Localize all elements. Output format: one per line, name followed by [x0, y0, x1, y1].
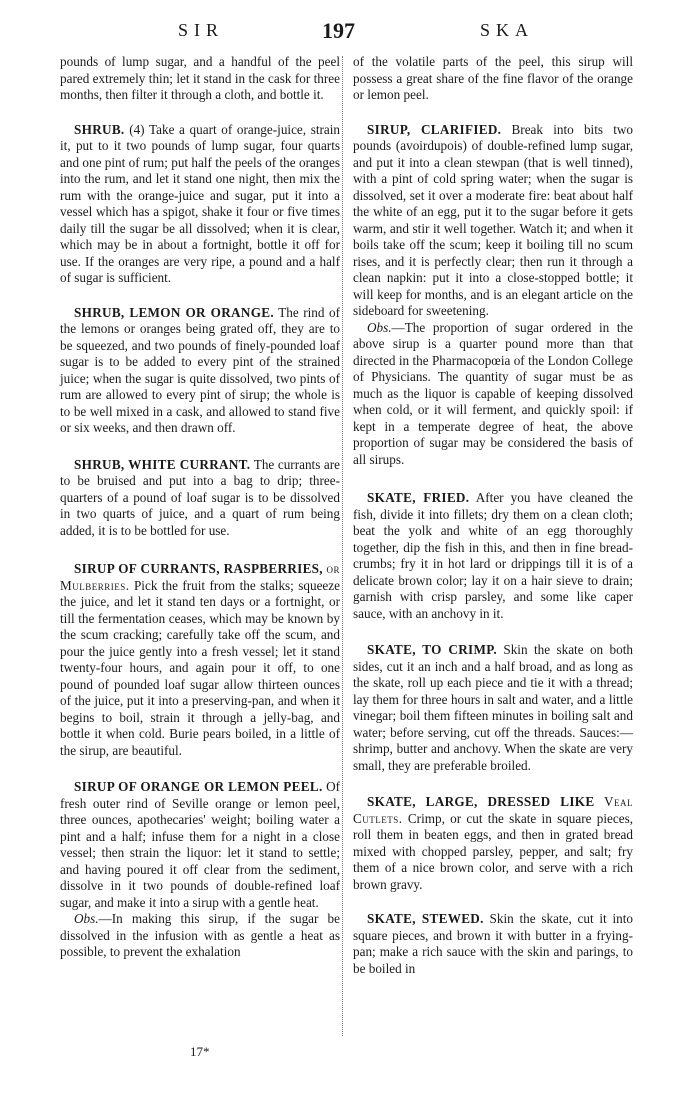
entry-heading: SKATE, FRIED. — [367, 490, 470, 505]
entry-skate-large — [353, 794, 633, 893]
left-column — [60, 54, 340, 961]
column-divider — [342, 56, 343, 1036]
obs-label: Obs. — [367, 319, 392, 335]
continued-paragraph: of the volatile parts of the peel, this sirup will possess a great share of the fine flavor of the orange or lemon peel. — [353, 54, 633, 102]
entry-text: Pick the fruit from the stalks; squeeze the juice, and let it stand ten days or a fortnight, or till the fermentation ceases, which may be known by the scum cracking; carefully take off the scum, and pour the juice gently into a fresh vessel; let it stand twenty-four hours, and again pour it off, to one pound of pounded loaf sugar allow thirteen ounces of the juice, put it into a preserving-pan, and when it begins to boil, strain it through a jelly-bag, and bottle it when cold. Burie pears boiled, in a little of the sirup, are beautiful. — [60, 577, 340, 758]
entry-text: The currants are to be bruised and put into a bag to drip; three-quarters of a pound of loaf sugar is to be dissolved in two quarts of juice, and a quart of rum being added, it is to be bottled for use. — [60, 456, 341, 538]
entry-heading-small-caps: Veal Cutlets. — [353, 794, 633, 826]
entry-text: After you have cleaned the fish, divide it into fillets; dry them on a clean cloth; beat the yolk and white of an egg thoroughly together, dip the fish in this, and then in fine bread-crumbs; fry it in hot lard or drippings till it is of a delicate brown color; lay it on a hair sieve to drain; garnish with crisp parsley, and some like caper sauce, with an anchovy in it. — [353, 490, 633, 621]
entry-heading: SKATE, TO CRIMP. — [367, 642, 497, 657]
entry-sirup-clarified — [353, 122, 633, 320]
entry-text: Take a quart of orange-juice, strain it, put to it two pounds of lump sugar, four quarts and one pint of rum; put half the peels of the oranges into the rum, and let it stand one night, then mix the rum with the orange-juice and sugar, put it into a vessel which has a spigot, shake it four or five times daily till the sugar be all dissolved; when it is clear, which may be in about a fortnight, bottle it off for use. If the oranges are very ripe, a pound and a half of sugar is sufficient. — [60, 121, 341, 285]
entry-text: Skin the skate, cut it into square pieces, and brown it with butter in a frying-pan; make a rich sauce with the skin and parings, to be boiled in — [353, 911, 633, 976]
entry-heading: SIRUP, CLARIFIED. — [367, 121, 502, 137]
header-right-guide-word: SKA — [480, 20, 535, 40]
continued-paragraph: pounds of lump sugar, and a handful of the peel pared extremely thin; let it stand in the cask for three months, then filter it through a cloth, and bottle it. — [60, 54, 340, 102]
entry-sirup-orange-lemon-peel — [60, 779, 340, 911]
obs-text: —In making this sirup, if the sugar be dissolved in the infusion with as gentle a heat as possible, to prevent the exhalation — [60, 911, 340, 959]
entry-number: (4) — [129, 121, 145, 137]
entry-heading: SKATE, LARGE, DRESSED LIKE — [367, 794, 595, 809]
running-header — [60, 18, 640, 48]
page-number: 197 — [322, 18, 355, 43]
entry-text: Crimp, or cut the skate in square pieces, roll them in beaten eggs, and then in grated bread mixed with chopped parsley, pepper, and salt; fry them of a nice brown color, and serve with a rich brown gravy. — [353, 810, 633, 892]
entry-heading-small-caps: or Mulberries. — [60, 561, 340, 593]
entry-text: The rind of the lemons or oranges being grated off, they are to be squeezed, and two pounds of finely-pounded loaf sugar is to be added to every pint of the strained juice; when the sugar is quite dissolved, two pints of rum are allowed to every pint of sirup; the whole is to be well mixed in a cask, and allowed to stand five or six weeks, and then drawn off. — [60, 304, 340, 435]
entry-heading: SHRUB, LEMON OR ORANGE. — [74, 304, 274, 320]
entry-skate-to-crimp — [353, 642, 633, 774]
entry-sirup-currants — [60, 561, 340, 759]
entry-text: Break into bits two pounds (avoirdupois) of double-refined lump sugar, and put it into a clean stewpan (that is well tinned), with a pint of cold spring water; when the sugar is dissolved, set it over a moderate fire: beat about half the white of an egg, put it to the sugar before it gets warm, and stir it well together. Watch it; and when it boils take off the scum; keep it boiling till no scum rises, and it is perfectly clear; then run it through a clean napkin: put it into a close-stopped bottle; it will keep for months, and is an elegant article on the sideboard for sweetening. — [353, 121, 633, 318]
observation-note — [353, 320, 633, 469]
obs-label: Obs. — [74, 911, 99, 926]
entry-text: Skin the skate on both sides, cut it an inch and a half broad, and as long as the skate, roll up each piece and tie it with a thread; lay them for three hours in salt and water, and a little vinegar; boil them fifteen minutes in boiling salt and water; before serving, cut off the threads. Sauces:—shrimp, butter and anchovy. When the skate are very small, they are preferable broiled. — [353, 642, 633, 773]
header-left-guide-word: SIR — [178, 20, 225, 40]
obs-text: —The proportion of sugar ordered in the above sirup is a quarter pound more than that directed in the Pharmacopœia of the London College of Physicians. The quantity of sugar must be as much as the liquor is capable of keeping dissolved when cold, or it will ferment, and quickly spoil: if kept in a temperate degree of heat, the above proportion of sugar may be considered the basis of all sirups. — [353, 319, 633, 467]
entry-skate-stewed — [353, 911, 633, 977]
observation-note — [60, 911, 340, 961]
right-column — [353, 54, 633, 977]
entry-heading: SHRUB. — [74, 121, 125, 137]
entry-heading: SIRUP OF CURRANTS, RASPBERRIES, — [74, 561, 323, 576]
entry-heading: SHRUB, WHITE CURRANT. — [74, 456, 251, 472]
entry-heading: SKATE, STEWED. — [367, 911, 484, 926]
signature-mark: 17* — [190, 1044, 210, 1059]
entry-shrub-4 — [60, 122, 340, 287]
entry-heading: SIRUP OF ORANGE OR LEMON PEEL. — [74, 779, 323, 794]
entry-skate-fried — [353, 490, 633, 622]
entry-shrub-lemon-orange — [60, 305, 340, 437]
entry-text: Of fresh outer rind of Seville orange or lemon peel, three ounces, apothecaries' weight; boiling water a pint and a half; infuse them for a night in a close vessel; then strain the liquor: let it stand to settle; and having poured it off clear from the sediment, dissolve in it two pounds of double-refined loaf sugar, and make it into a sirup with a gentle heat. — [60, 779, 340, 910]
entry-shrub-white-currant — [60, 457, 340, 540]
